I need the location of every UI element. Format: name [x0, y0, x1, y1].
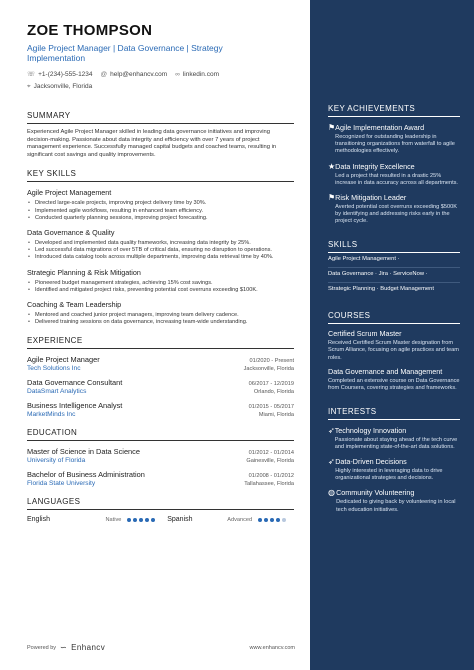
skill-group [27, 188, 294, 222]
enhancv-logo-icon: ∽ [60, 643, 68, 652]
skill-tag-line: Agile Project Management · [328, 253, 460, 268]
job-role: Agile Project Manager [27, 355, 100, 365]
job-role: Data Governance Consultant [27, 378, 123, 388]
summary-text: Experienced Agile Project Manager skilled in leading data governance initiatives and improving decision-making. Passionate about data integrity and efficiency with over 7 years of project management experience. Successfully managed capital budgets and coached teams, resulting in significant cost savings and quality improvements. [27, 129, 277, 158]
skill-group-title: Agile Project Management [27, 188, 112, 198]
email-contact[interactable] [101, 69, 168, 81]
rating-dot-empty [282, 518, 286, 522]
experience-heading: EXPERIENCE [27, 336, 294, 349]
degree: Bachelor of Business Administration [27, 470, 145, 480]
rating-dot-filled [264, 518, 268, 522]
linkedin-contact[interactable] [175, 69, 219, 81]
flag-icon: ⚑ [328, 193, 336, 203]
skill-bullet: • Identified and mitigated project risks, preventing potential cost overruns exceeding $100K. [27, 287, 294, 294]
school-location: Tallahassee, Florida [244, 481, 294, 488]
skill-group-title: Coaching & Team Leadership [27, 300, 122, 309]
email-text: help@enhancv.com [110, 71, 168, 78]
summary-section [27, 111, 294, 159]
skill-tag-line: Data Governance · Jira · ServiceNow · [328, 268, 460, 283]
skill-group-title: Strategic Planning & Risk Mitigation [27, 267, 141, 277]
interest-item [328, 426, 460, 451]
education-date: 01/2012 - 01/2014 [248, 450, 294, 457]
skill-group [27, 300, 294, 326]
location-contact [27, 81, 92, 93]
skill-bullet: • Mentored and coached junior project managers, improving team delivery cadence. [27, 312, 294, 319]
languages-heading: LANGUAGES [27, 497, 294, 510]
education-section [27, 428, 294, 487]
achievements-section [328, 104, 460, 226]
candidate-title: Agile Project Manager | Data Governance | Strategy Implementation [27, 43, 223, 63]
job-date: 06/2017 - 12/2019 [248, 381, 294, 388]
education-item [27, 470, 294, 487]
rating-dot-filled [151, 518, 155, 522]
job-company[interactable]: DataSmart Analytics [27, 388, 87, 396]
achievement-item [328, 123, 460, 156]
rocket-icon: ➶ [328, 457, 335, 467]
language-rating [127, 518, 163, 522]
education-date: 01/2008 - 01/2012 [248, 473, 294, 480]
skill-group-title: Data Governance & Quality [27, 227, 115, 237]
skill-tag-line: Strategic Planning · Budget Management [328, 285, 435, 292]
achievement-desc: Averted potential cost overruns exceeding $500K by identifying and addressing risks early in the project cycle. [335, 204, 457, 225]
powered-by[interactable] [27, 643, 105, 652]
course-item [328, 368, 460, 393]
course-title: Data Governance and Management [328, 366, 443, 376]
interests-section [328, 407, 460, 514]
at-icon: @ [100, 71, 108, 78]
interest-item [328, 457, 460, 482]
skill-bullet: • Directed large-scale projects, improving project delivery time by 30%. [27, 200, 294, 207]
school[interactable]: Florida State University [27, 480, 96, 488]
interest-item [328, 488, 460, 513]
language-name: Spanish [167, 516, 193, 524]
interest-title: Technology Innovation [334, 425, 407, 435]
skill-bullet: • Led successful data migrations of over 5TB of critical data, ensuring no disruption to operations. [27, 247, 294, 254]
globe-icon: ◍ [328, 488, 335, 498]
job-location: Jacksonville, Florida [243, 366, 294, 373]
job-company[interactable]: Tech Solutions Inc [27, 365, 81, 373]
courses-section [328, 311, 460, 393]
school[interactable]: University of Florida [27, 457, 86, 465]
education-item [27, 447, 294, 464]
interest-desc: Passionate about staying ahead of the tech curve and implementing state-of-the-art data solutions. [334, 436, 458, 450]
interest-title: Community Volunteering [336, 488, 415, 498]
experience-item [27, 355, 294, 372]
rating-dot-filled [127, 518, 131, 522]
rating-dot-filled [276, 518, 280, 522]
skill-group [27, 268, 294, 294]
key-skills-section [27, 169, 294, 326]
skill-bullet: • Conducted quarterly planning sessions, improving project forecasting. [27, 215, 294, 222]
powered-by-label: Powered by [27, 644, 57, 651]
language-name: English [27, 516, 50, 524]
skill-bullet: • Implemented agile workflows, resulting in enhanced team efficiency. [27, 208, 294, 215]
interest-title: Data-Driven Decisions [335, 457, 407, 467]
contact-info [27, 69, 294, 93]
course-desc: Received Certified Scrum Master designation from Scrum Alliance, focusing on agile practices and team roles. [328, 340, 459, 361]
achievement-desc: Led a project that resulted in a drastic 25% increase in data accuracy across all departments. [335, 172, 458, 186]
skill-group [27, 228, 294, 262]
skill-bullet: • Introduced data catalog tools across multiple departments, improving data retrieval time by 40%. [27, 254, 294, 261]
skill-bullet: • Delivered training sessions on data governance, increasing team-wide understanding. [27, 319, 294, 326]
job-location: Miami, Florida [258, 412, 294, 419]
summary-heading: SUMMARY [27, 111, 294, 124]
achievement-desc: Recognized for outstanding leadership in transitioning organizations from waterfall to agile methodologies effectively. [335, 134, 455, 155]
experience-section [27, 336, 294, 418]
star-icon: ★ [328, 161, 336, 171]
rating-dot-filled [258, 518, 262, 522]
footer-site-link[interactable]: www.enhancv.com [249, 644, 295, 651]
achievement-item [328, 162, 460, 187]
achievement-title: Data Integrity Excellence [335, 161, 415, 171]
experience-item [27, 401, 294, 418]
phone-contact[interactable] [27, 69, 93, 81]
job-date: 01/2015 - 05/2017 [248, 404, 294, 411]
rating-dot-filled [133, 518, 137, 522]
job-location: Orlando, Florida [253, 389, 294, 396]
brand-name: Enhancv [71, 643, 106, 652]
link-icon: ∞ [175, 71, 180, 78]
location-text: Jacksonville, Florida [33, 83, 93, 90]
achievements-heading: KEY ACHIEVEMENTS [328, 104, 460, 117]
course-title: Certified Scrum Master [328, 328, 402, 338]
degree: Master of Science in Data Science [27, 447, 140, 457]
achievement-item [328, 193, 460, 226]
interest-desc: Dedicated to giving back by volunteering in local tech education initiatives. [336, 499, 456, 513]
job-role: Business Intelligence Analyst [27, 401, 123, 411]
course-item [328, 330, 460, 362]
phone-text: +1-(234)-555-1234 [38, 71, 93, 78]
achievement-title: Risk Mitigation Leader [335, 193, 407, 203]
job-company[interactable]: MarketMinds Inc [27, 411, 76, 419]
skills-section [328, 240, 460, 297]
flag-icon: ⚑ [328, 123, 336, 132]
phone-icon: ☏ [27, 71, 36, 78]
languages-row [27, 516, 294, 523]
linkedin-text: linkedin.com [182, 71, 219, 78]
achievement-title: Agile Implementation Award [335, 123, 425, 132]
experience-item [27, 378, 294, 395]
rating-dot-filled [270, 518, 274, 522]
education-heading: EDUCATION [27, 428, 294, 441]
rocket-icon: ➶ [328, 425, 335, 435]
language-level: Native [105, 516, 122, 523]
footer [27, 643, 295, 652]
courses-heading: COURSES [328, 311, 460, 324]
interests-heading: INTERESTS [328, 407, 460, 420]
language-level: Advanced [227, 516, 253, 523]
language-rating [258, 518, 294, 522]
skills-heading: SKILLS [328, 240, 460, 253]
interest-desc: Highly interested in leveraging data to drive organizational strategies and decisions. [335, 468, 443, 482]
skill-bullet: • Developed and implemented data quality frameworks, increasing data integrity by 25%. [27, 240, 294, 247]
sidebar [310, 0, 474, 670]
candidate-name: ZOE THOMPSON [27, 22, 153, 39]
key-skills-heading: KEY SKILLS [27, 169, 294, 182]
rating-dot-filled [145, 518, 149, 522]
location-pin-icon: ⌖ [27, 83, 31, 90]
rating-dot-filled [139, 518, 143, 522]
skill-bullet: • Pioneered budget management strategies, achieving 15% cost savings. [27, 280, 294, 287]
course-desc: Completed an extensive course on Data Governance from Coursera, covering strategies and frameworks. [328, 378, 460, 392]
job-date: 01/2020 - Present [249, 358, 294, 365]
school-location: Gainesville, Florida [246, 458, 294, 465]
languages-section [27, 497, 294, 523]
